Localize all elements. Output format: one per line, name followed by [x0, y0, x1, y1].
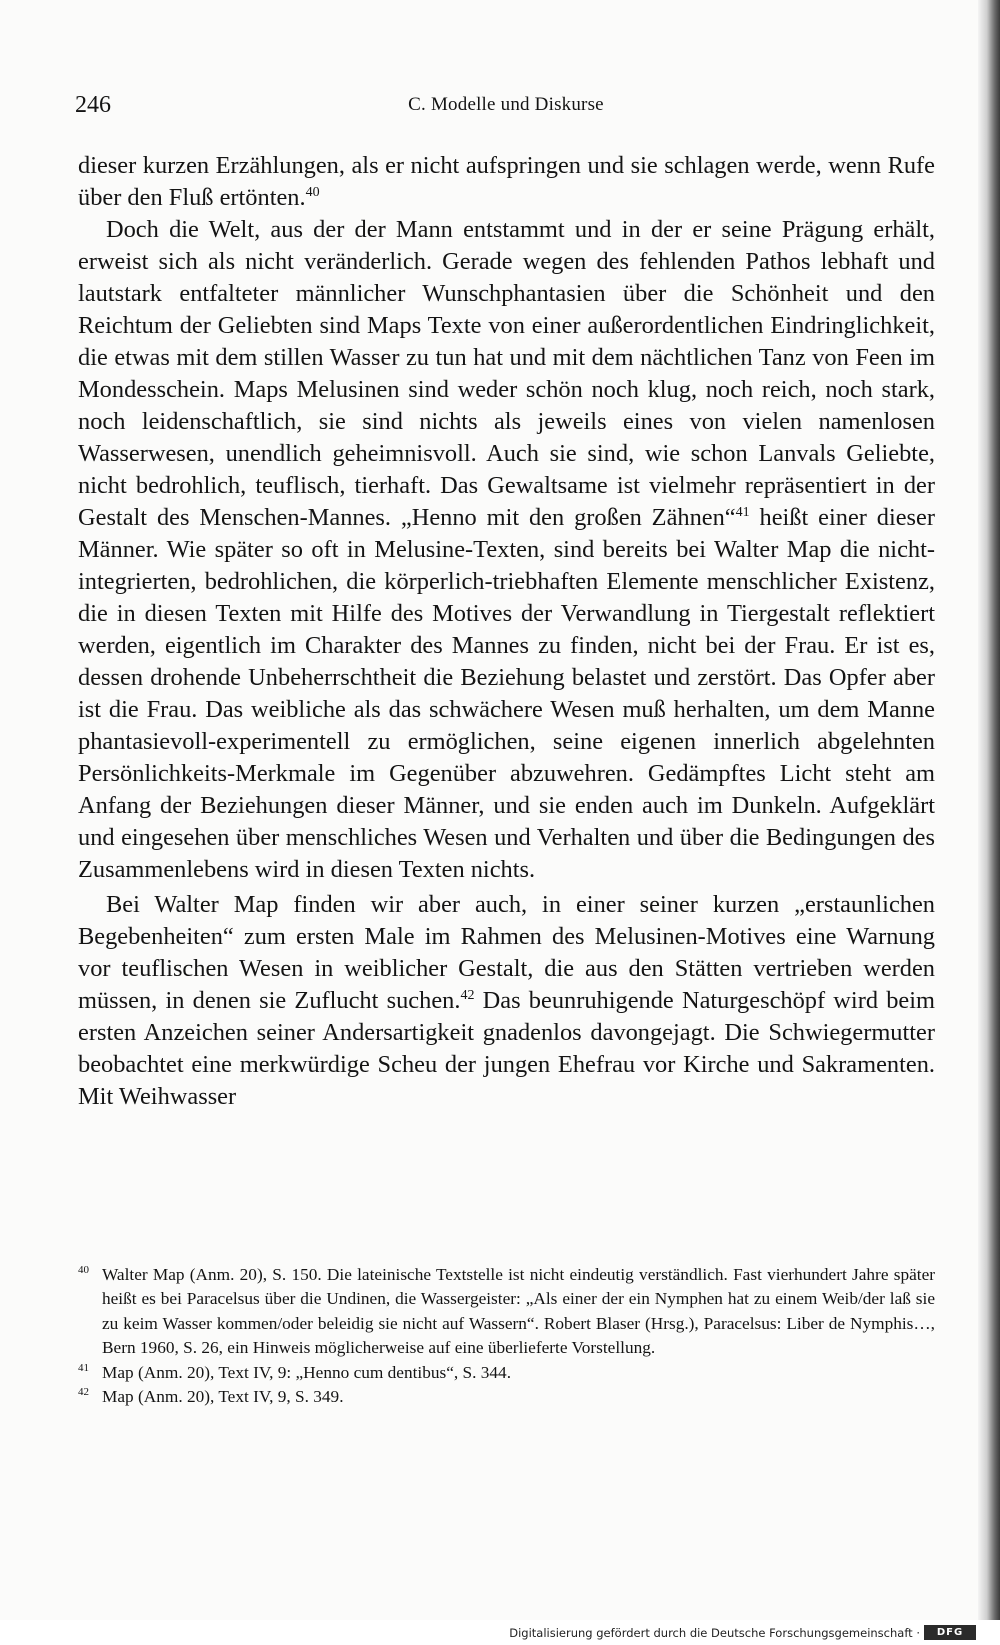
running-title: C. Modelle und Diskurse: [408, 94, 604, 115]
funding-credit: Digitalisierung gefördert durch die Deutsche Forschungsgemeinschaft ·: [509, 1626, 920, 1640]
paragraph: [78, 889, 935, 1113]
dfg-logo: DFG: [924, 1625, 976, 1640]
footnote-40: [78, 1263, 935, 1361]
footnote-42: [78, 1385, 935, 1409]
footnote-number: 40: [78, 1264, 89, 1276]
footnote-41: [78, 1361, 935, 1385]
body-text: [78, 150, 935, 1113]
footnote-ref-40: 40: [305, 185, 320, 200]
footnote-ref-42: 42: [460, 988, 475, 1003]
footnote-text: Map (Anm. 20), Text IV, 9: „Henno cum dentibus“, S. 344.: [102, 1362, 512, 1382]
digitization-footer: [0, 1620, 1000, 1645]
paragraph-text: dieser kurzen Erzählungen, als er nicht aufspringen und sie schlagen werde, wenn Rufe über den Fluß ertönten.: [78, 152, 935, 211]
paragraph-text: Doch die Welt, aus der der Mann entstammt und in der er seine Prägung erhält, erweist sich als nicht veränderlich. Gerade wegen des fehlenden Pathos lebhaft und lautstark entfalteter männlicher Wunschphantasien über die Schönheit und den Reichtum der Geliebten sind Maps Texte von einer außerordentlichen Eindringlichkeit, die etwas mit dem stillen Wasser zu tun hat und mit dem nächtlichen Tanz von Feen im Mondesschein. Maps Melusinen sind weder schön noch klug, noch reich, noch stark, noch leidenschaftlich, sie sind nichts als jeweils eines von vielen namenlosen Wasserwesen, unendlich geheimnisvoll. Auch sie sind, wie schon Lanvals Geliebte, nicht bedrohlich, teuflisch, tierhaft. Das Gewaltsame ist vielmehr repräsentiert in der Gestalt des Menschen-Mannes. „Henno mit den großen Zähnen“: [78, 216, 935, 531]
page-edge-shadow: [978, 0, 1000, 1620]
paragraph-text: Bei Walter Map finden wir aber auch, in einer seiner kurzen „erstaunlichen Begebenheiten“ zum ersten Male im Rahmen des Melusinen-Motives eine Warnung vor teuflischen Wesen in weiblicher Gestalt, die aus den Stätten vertrieben werden müssen, in denen sie Zuflucht suchen.: [78, 891, 935, 1014]
footnote-text: Walter Map (Anm. 20), S. 150. Die lateinische Textstelle ist nicht eindeutig verständlich. Fast vierhundert Jahre später heißt es bei Paracelsus über die Undinen, die Wassergeister: „Als einer der ein Nymphen hat zu einem Weib/der laß sie zu keim Wasser kommen/oder beleidig sie nicht auf Wassern“. Robert Blaser (Hrsg.), Paracelsus: Liber de Nymphis…, Bern 1960, S. 26, ein Hinweis möglicherweise auf eine überlieferte Vorstellung.: [102, 1265, 935, 1358]
running-head: [75, 92, 935, 132]
page-number: 246: [75, 92, 111, 118]
paragraph-text: heißt einer dieser Männer. Wie später so oft in Melusine-Texten, sind bereits bei Walter Map die nicht-integrierten, bedrohlichen, die körperlich-triebhaften Elemente menschlicher Existenz, die in diesen Texten mit Hilfe des Motives der Verwandlung in Tiergestalt reflektiert werden, eigentlich im Charakter des Mannes zu finden, nicht bei der Frau. Er ist es, dessen drohende Unbeherrschtheit die Beziehung belastet und zerstört. Das Opfer aber ist die Frau. Das weibliche als das schwächere Wesen muß herhalten, um dem Manne phantasievoll-experimentell zu ermöglichen, seine eigenen innerlich abgelehnten Persönlichkeits-Merkmale im Gegenüber abzuwehren. Gedämpftes Licht steht am Anfang der Beziehungen dieser Männer, und sie enden auch im Dunkeln. Aufgeklärt und eingesehen über menschliches Wesen und Verhalten und über die Bedingungen des Zusammenlebens wird in diesen Texten nichts.: [78, 504, 935, 883]
footnote-number: 42: [78, 1386, 89, 1399]
paragraph-text: Das beunruhigende Naturgeschöpf wird beim ersten Anzeichen seiner Andersartigkeit gnadenlos davongejagt. Die Schwiegermutter beobachtet eine merkwürdige Scheu der jungen Ehefrau vor Kirche und Sakramenten. Mit Weihwasser: [78, 987, 935, 1110]
footnotes: [78, 1263, 935, 1409]
footnote-ref-41: 41: [735, 505, 750, 520]
footnote-text: Map (Anm. 20), Text IV, 9, S. 349.: [102, 1387, 344, 1407]
paragraph-continued: [78, 150, 935, 214]
footnote-number: 41: [78, 1361, 89, 1374]
paragraph: [78, 214, 935, 886]
